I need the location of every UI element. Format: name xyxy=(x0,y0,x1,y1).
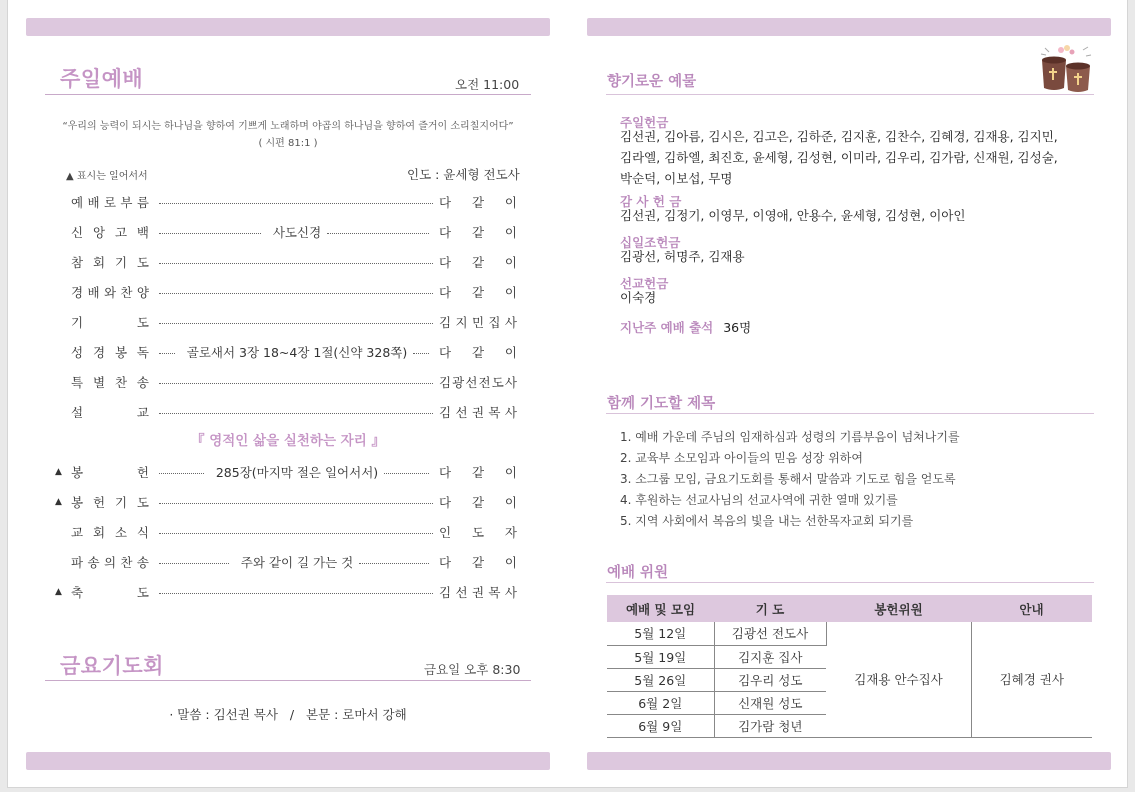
attendance-label: 지난주 예배 출석 xyxy=(620,320,714,335)
prayer-title-rule xyxy=(606,413,1094,414)
order-item-name: 참 회 기 도 xyxy=(71,255,149,270)
dotted-leader xyxy=(159,503,433,504)
duty-header-date: 예배 및 모임 xyxy=(607,595,714,622)
order-item-name: 성 경 봉 독 xyxy=(71,345,149,360)
duty-date: 5월 12일 xyxy=(607,622,714,645)
opening-verse-reference: ( 시편 81:1 ) xyxy=(258,138,318,149)
friday-prayer-time: 금요일 오후 8:30 xyxy=(424,662,521,677)
order-item-detail: 사도신경 xyxy=(272,225,322,240)
dotted-leader xyxy=(159,473,204,474)
order-item xyxy=(55,312,517,332)
order-item xyxy=(55,552,517,572)
order-item xyxy=(55,492,517,512)
friday-sermon-line: · 말씀 : 김선권 목사 / 본문 : 로마서 강해 xyxy=(169,707,407,722)
order-item-name: 설 교 xyxy=(71,405,149,420)
order-item-person: 인 도 자 xyxy=(439,525,517,540)
duty-prayer: 김우리 성도 xyxy=(714,668,826,691)
order-item xyxy=(55,402,517,422)
prayer-item: 3. 소그룹 모임, 금요기도회를 통해서 말씀과 기도로 힘을 얻도록 xyxy=(620,472,956,486)
order-item-name: 경 배 와 찬 양 xyxy=(71,285,149,300)
duty-section-title: 예배 위원 xyxy=(607,565,669,581)
right-bottom-bar xyxy=(587,752,1111,770)
stand-marker: ▲ xyxy=(55,587,62,597)
offering-label: 주일헌금 xyxy=(620,115,669,130)
dotted-leader xyxy=(159,593,433,594)
dotted-leader xyxy=(413,353,429,354)
dotted-leader xyxy=(384,473,429,474)
service-leader: 인도 : 윤세형 전도사 xyxy=(407,167,520,182)
order-item xyxy=(55,372,517,392)
order-item-name: 신 앙 고 백 xyxy=(71,225,149,240)
sunday-service-time: 오전 11:00 xyxy=(455,77,520,92)
duty-date: 5월 19일 xyxy=(607,645,714,668)
dotted-leader xyxy=(159,323,433,324)
stand-marker: ▲ xyxy=(55,497,62,507)
order-item-name: 봉 헌 기 도 xyxy=(71,495,149,510)
order-item xyxy=(55,282,517,302)
dotted-leader xyxy=(159,293,433,294)
order-item-person: 다 같 이 xyxy=(439,195,517,210)
order-item xyxy=(55,582,517,602)
order-item-name: 교 회 소 식 xyxy=(71,525,149,540)
duty-header-usher: 안내 xyxy=(971,595,1092,622)
order-item-person: 김 지 민 집 사 xyxy=(439,315,517,330)
order-item-person: 김 선 권 목 사 xyxy=(439,405,517,420)
dotted-leader xyxy=(159,263,433,264)
order-item-detail: 주와 같이 길 가는 것 xyxy=(240,555,354,570)
duty-header-prayer: 기 도 xyxy=(714,595,826,622)
dotted-leader xyxy=(159,563,229,564)
duty-prayer: 김광선 전도사 xyxy=(714,622,826,645)
order-item xyxy=(55,252,517,272)
duty-offering: 김재용 안수집사 xyxy=(826,622,971,737)
offering-section-title: 향기로운 예물 xyxy=(607,74,697,90)
order-item xyxy=(55,522,517,542)
order-item-person: 김 선 권 목 사 xyxy=(439,585,517,600)
order-item-person: 다 같 이 xyxy=(439,285,517,300)
left-top-bar xyxy=(26,18,550,36)
sermon-title: 『 영적인 삶을 실천하는 자리 』 xyxy=(191,433,385,449)
order-item-person: 다 같 이 xyxy=(439,255,517,270)
duty-prayer: 신재원 성도 xyxy=(714,691,826,714)
opening-verse: “우리의 능력이 되시는 하나님을 향하여 기쁘게 노래하며 야곱의 하나님을 향하여 즐거이 소리칠지어다” xyxy=(62,121,514,132)
dotted-leader xyxy=(359,563,429,564)
order-item-name: 축 도 xyxy=(71,585,149,600)
order-item-person: 다 같 이 xyxy=(439,465,517,480)
duty-title-rule xyxy=(606,582,1094,583)
duty-date: 6월 9일 xyxy=(607,714,714,737)
dotted-leader xyxy=(159,203,433,204)
order-item-name: 파 송 의 찬 송 xyxy=(71,555,149,570)
prayer-section-title: 함께 기도할 제목 xyxy=(607,396,716,412)
duty-row xyxy=(607,622,1092,645)
duty-date: 5월 26일 xyxy=(607,668,714,691)
order-item-detail: 골로새서 3장 18~4장 1절(신약 328쪽) xyxy=(186,345,408,360)
order-item-person: 다 같 이 xyxy=(439,345,517,360)
sunday-service-title: 주일예배 xyxy=(60,67,144,91)
friday-prayer-title: 금요기도회 xyxy=(60,654,164,678)
duty-prayer: 김가람 청년 xyxy=(714,714,826,737)
offering-names: 김선권, 김정기, 이영무, 이영애, 안용수, 윤세형, 김성현, 이아인 xyxy=(620,208,966,223)
order-item-name: 봉 헌 xyxy=(71,465,149,480)
friday-title-rule xyxy=(45,680,531,681)
offering-names: 김광선, 허명주, 김재용 xyxy=(620,249,745,264)
dotted-leader xyxy=(159,353,175,354)
prayer-item: 2. 교육부 소모임과 아이들의 믿음 성장 위하여 xyxy=(620,451,863,465)
duty-usher: 김혜경 권사 xyxy=(971,622,1092,737)
sunday-title-rule xyxy=(45,94,531,95)
stand-marker: ▲ xyxy=(55,467,62,477)
dotted-leader xyxy=(159,533,433,534)
offering-label: 감 사 헌 금 xyxy=(620,194,682,209)
dotted-leader xyxy=(159,233,261,234)
duty-table xyxy=(607,595,1092,738)
offering-names: 김선권, 김아름, 김시은, 김고은, 김하준, 김지훈, 김찬수, 김혜경, 김재용, 김지민, 김라엘, 김하엘, 최진호, 윤세형, 김성현, 이미라, 김우리, 김가람, 신재원, 김성술, 박순덕, 이보섭, 무명 xyxy=(620,129,1058,186)
order-item-person: 다 같 이 xyxy=(439,225,517,240)
dotted-leader xyxy=(327,233,429,234)
order-item-name: 기 도 xyxy=(71,315,149,330)
order-item xyxy=(55,192,517,212)
order-item-name: 예 배 로 부 름 xyxy=(71,195,149,210)
order-item xyxy=(55,462,517,482)
order-item-person: 다 같 이 xyxy=(439,495,517,510)
order-item-detail: 285장(마지막 절은 일어서서) xyxy=(215,465,379,480)
order-item xyxy=(55,222,517,242)
order-item-name: 특 별 찬 송 xyxy=(71,375,149,390)
offering-names: 이숙경 xyxy=(620,290,657,305)
prayer-item: 5. 지역 사회에서 복음의 빛을 내는 선한목자교회 되기를 xyxy=(620,514,914,528)
order-item-person: 김 광 선 전 도 사 xyxy=(439,375,517,390)
duty-prayer: 김지훈 집사 xyxy=(714,645,826,668)
attendance xyxy=(620,318,751,336)
duty-table-header xyxy=(607,595,1092,622)
order-item xyxy=(55,342,517,362)
offering-title-rule xyxy=(606,94,1094,95)
dotted-leader xyxy=(159,413,433,414)
offering-label: 선교헌금 xyxy=(620,276,669,291)
offering-jars-illustration xyxy=(1036,42,1096,94)
offering-label: 십일조헌금 xyxy=(620,235,681,250)
duty-date: 6월 2일 xyxy=(607,691,714,714)
dotted-leader xyxy=(159,383,433,384)
prayer-item: 4. 후원하는 선교사님의 선교사역에 귀한 열매 있기를 xyxy=(620,493,898,507)
duty-header-offering: 봉헌위원 xyxy=(826,595,971,622)
left-bottom-bar xyxy=(26,752,550,770)
prayer-item: 1. 예배 가운데 주님의 임재하심과 성령의 기름부음이 넘쳐나기를 xyxy=(620,430,960,444)
order-item-person: 다 같 이 xyxy=(439,555,517,570)
right-top-bar xyxy=(587,18,1111,36)
stand-note: ▲ 표시는 일어서서 xyxy=(66,171,148,182)
attendance-value: 36명 xyxy=(723,320,752,335)
